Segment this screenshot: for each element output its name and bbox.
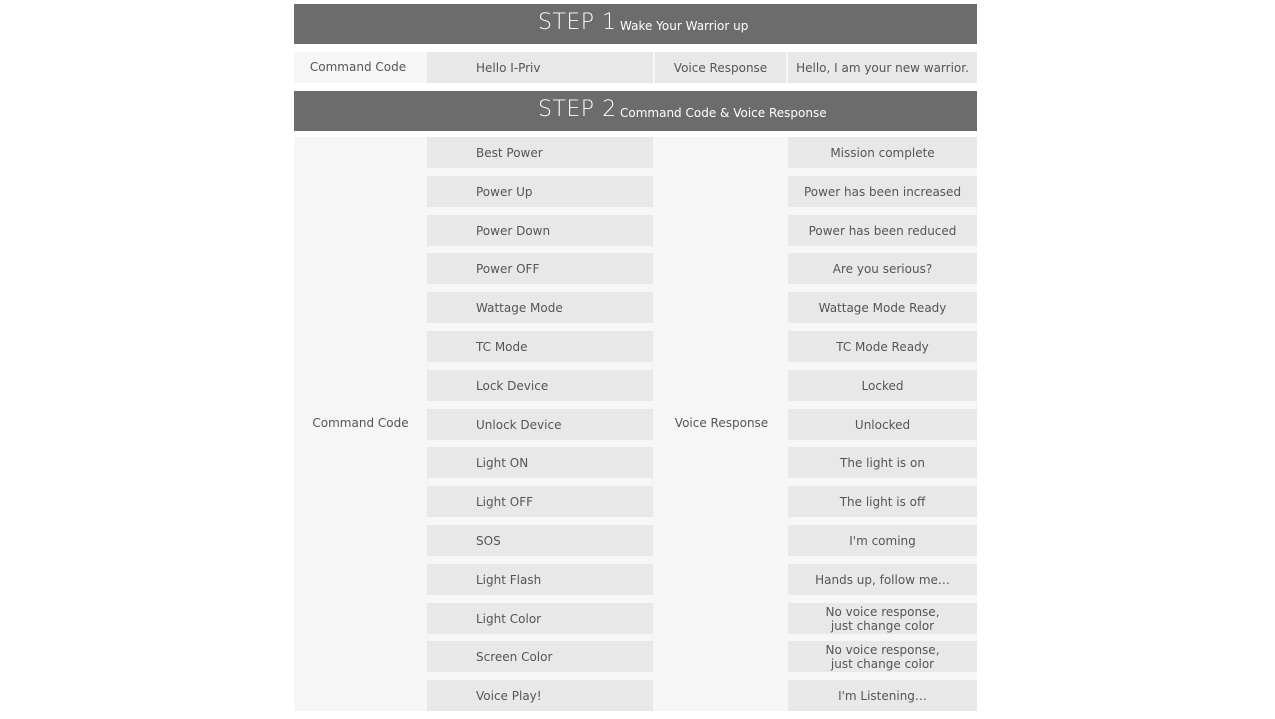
- step2-subtitle: Command Code & Voice Response: [620, 106, 827, 120]
- response-cell: Are you serious?: [788, 253, 977, 284]
- response-cell: Power has been reduced: [788, 215, 977, 246]
- response-cell: The light is on: [788, 447, 977, 478]
- step2-title: STEP 2: [538, 97, 617, 122]
- step1-command-label: Command Code: [309, 60, 407, 74]
- step1-banner: [294, 4, 977, 44]
- command-cell: Wattage Mode: [427, 292, 653, 323]
- response-cell: Hands up, follow me…: [788, 564, 977, 595]
- response-cell: TC Mode Ready: [788, 331, 977, 362]
- response-cell: Locked: [788, 370, 977, 401]
- step2-response-label: Voice Response: [674, 416, 769, 430]
- step2-command-label: Command Code: [312, 416, 409, 430]
- response-cell: No voice response, just change color: [788, 603, 977, 634]
- step1-subtitle: Wake Your Warrior up: [620, 19, 749, 33]
- command-cell: Voice Play!: [427, 680, 653, 711]
- response-cell: Mission complete: [788, 137, 977, 168]
- step1-response-cell: Hello, I am your new warrior.: [788, 52, 977, 83]
- command-cell: Light OFF: [427, 486, 653, 517]
- command-cell: Screen Color: [427, 641, 653, 672]
- response-cell: The light is off: [788, 486, 977, 517]
- step1-title: STEP 1: [538, 10, 617, 35]
- response-cell: I'm Listening…: [788, 680, 977, 711]
- command-cell: Lock Device: [427, 370, 653, 401]
- response-cell: Power has been increased: [788, 176, 977, 207]
- command-cell: TC Mode: [427, 331, 653, 362]
- response-cell: No voice response, just change color: [788, 641, 977, 672]
- response-cell: Wattage Mode Ready: [788, 292, 977, 323]
- command-cell: Light ON: [427, 447, 653, 478]
- step1-response-label: Voice Response: [655, 52, 786, 83]
- step2-banner: [294, 91, 977, 131]
- command-cell: Power Down: [427, 215, 653, 246]
- command-cell: SOS: [427, 525, 653, 556]
- command-cell: Power OFF: [427, 253, 653, 284]
- step1-command-cell: Hello I-Priv: [427, 52, 653, 83]
- command-cell: Power Up: [427, 176, 653, 207]
- command-cell: Light Flash: [427, 564, 653, 595]
- command-cell: Best Power: [427, 137, 653, 168]
- command-cell: Unlock Device: [427, 409, 653, 440]
- command-cell: Light Color: [427, 603, 653, 634]
- response-cell: I'm coming: [788, 525, 977, 556]
- response-cell: Unlocked: [788, 409, 977, 440]
